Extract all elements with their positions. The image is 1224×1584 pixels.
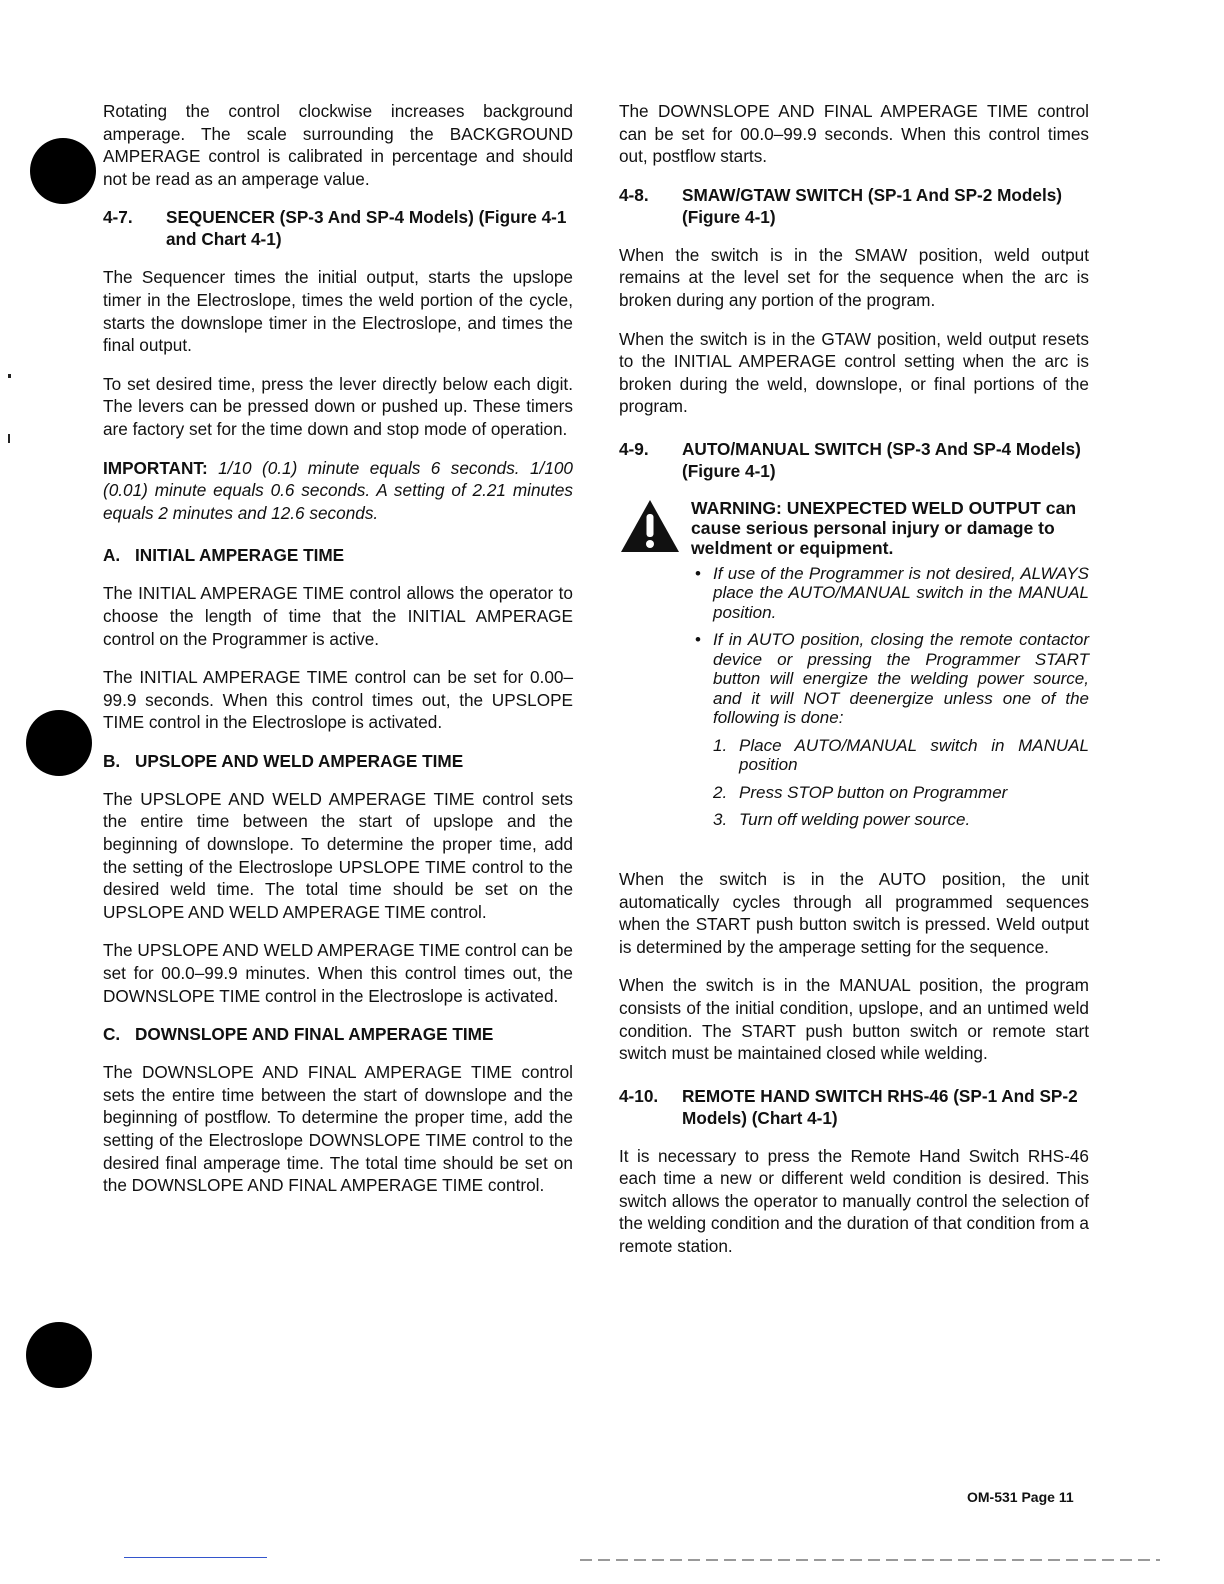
important-note	[103, 457, 573, 525]
initial-amperage-paragraph-1: The INITIAL AMPERAGE TIME control allows the operator to choose the length of time that the INITIAL AMPERAGE control on the Programmer is active.	[103, 583, 573, 649]
left-column	[103, 100, 573, 1213]
warning-block	[619, 498, 1089, 838]
section-heading-4-7	[103, 206, 573, 250]
section-title: SEQUENCER (SP-3 And SP-4 Models) (Figure 4-1 and Chart 4-1)	[166, 207, 567, 250]
section-number: 4-9.	[619, 438, 649, 459]
upslope-weld-paragraph-2: The UPSLOPE AND WELD AMPERAGE TIME control can be set for 00.0–99.9 minutes. When this control times out, the DOWNSLOPE TIME control in the Electroslope is activated.	[103, 940, 573, 1006]
section-heading-4-9	[619, 438, 1089, 482]
section-heading-4-10	[619, 1085, 1089, 1129]
bullet-icon: •	[695, 563, 701, 583]
section-title: AUTO/MANUAL SWITCH (SP-3 And SP-4 Models) (Figure 4-1)	[682, 438, 1081, 481]
warning-steps	[713, 736, 1089, 830]
section-heading-4-8	[619, 184, 1089, 228]
warning-list	[691, 564, 1089, 830]
warning-step: 3. Turn off welding power source.	[713, 810, 971, 830]
section-number: 4-10.	[619, 1085, 659, 1106]
punch-hole-top	[30, 138, 96, 204]
upslope-weld-paragraph-1: The UPSLOPE AND WELD AMPERAGE TIME control sets the entire time between the start of upslope and the beginning of downslope. To determine the proper time, add the setting of the Electroslope UPSLOPE TIME control to the desired weld time. The total time should be set on the UPSLOPE AND WELD AMPERAGE TIME control.	[103, 788, 573, 922]
section-number: 4-7.	[103, 207, 133, 228]
smaw-gtaw-paragraph-2: When the switch is in the GTAW position, weld output resets to the INITIAL AMPERAGE control setting when the arc is broken during the weld, downslope, or final portions of the program.	[619, 328, 1089, 417]
downslope-final-paragraph-1: The DOWNSLOPE AND FINAL AMPERAGE TIME control sets the entire time between the start of downslope and the beginning of postflow. To determine the proper time, add the setting of the Electroslope DOWNSLOPE TIME control to the desired final amperage time. The total time should be set on the DOWNSLOPE AND FINAL AMPERAGE TIME control.	[103, 1062, 573, 1196]
warning-title: WARNING: UNEXPECTED WELD OUTPUT can cause serious personal injury or damage to weldment or equipment.	[691, 497, 1077, 558]
scan-noise	[580, 1559, 1160, 1561]
punch-hole-bottom	[26, 1322, 92, 1388]
warning-triangle-icon	[619, 498, 691, 838]
warning-bullet: • If use of the Programmer is not desired, ALWAYS place the AUTO/MANUAL switch in the MANUAL position.	[695, 563, 1089, 622]
sequencer-paragraph-2: To set desired time, press the lever directly below each digit. The levers can be pressed down or pushed up. These timers are factory set for the time down and stop mode of operation.	[103, 373, 573, 439]
section-number: 4-8.	[619, 184, 649, 205]
scan-speck	[8, 374, 11, 378]
subsection-letter: A.	[103, 545, 121, 566]
warning-step: 2. Press STOP button on Programmer	[713, 782, 1008, 802]
page-footer: OM-531 Page 11	[967, 1489, 1074, 1505]
warning-step: 1. Place AUTO/MANUAL switch in MANUAL position	[713, 735, 1089, 775]
subsection-title: UPSLOPE AND WELD AMPERAGE TIME	[135, 750, 464, 771]
footer-rule	[124, 1557, 267, 1558]
subsection-title: DOWNSLOPE AND FINAL AMPERAGE TIME	[135, 1024, 494, 1045]
important-label: IMPORTANT:	[103, 457, 208, 478]
auto-manual-paragraph-1: When the switch is in the AUTO position, the unit automatically cycles through all programmed sequences when the START push button switch is pressed. Weld output is determined by the amperage setting for the sequence.	[619, 868, 1089, 957]
intro-paragraph: Rotating the control clockwise increases background amperage. The scale surrounding the BACKGROUND AMPERAGE control is calibrated in percentage and should not be read as an amperage value.	[103, 101, 573, 189]
initial-amperage-paragraph-2: The INITIAL AMPERAGE TIME control can be set for 0.00–99.9 seconds. When this control times out, the UPSLOPE TIME control in the Electroslope is activated.	[103, 667, 573, 733]
subsection-letter: B.	[103, 750, 121, 771]
subsection-title: INITIAL AMPERAGE TIME	[135, 545, 345, 566]
subsection-letter: C.	[103, 1024, 121, 1045]
sequencer-paragraph-1: The Sequencer times the initial output, starts the upslope timer in the Electroslope, times the weld portion of the cycle, starts the downslope timer in the Electroslope, and times the final output.	[103, 267, 573, 356]
right-column	[619, 100, 1089, 1274]
subsection-heading-c	[103, 1023, 573, 1045]
auto-manual-paragraph-2: When the switch is in the MANUAL position, the program consists of the initial condition, upslope, and an untimed weld condition. The START push button switch or remote start switch must be maintained closed while welding.	[619, 975, 1089, 1064]
downslope-final-paragraph-2: The DOWNSLOPE AND FINAL AMPERAGE TIME control can be set for 00.0–99.9 seconds. When this control times out, postflow starts.	[619, 101, 1089, 167]
section-title: SMAW/GTAW SWITCH (SP-1 And SP-2 Models) (Figure 4-1)	[682, 184, 1063, 227]
section-title: REMOTE HAND SWITCH RHS-46 (SP-1 And SP-2 Models) (Chart 4-1)	[682, 1085, 1078, 1128]
scan-speck	[8, 434, 10, 443]
warning-bullet: • If in AUTO position, closing the remote contactor device or pressing the Programmer START button will energize the welding power source, and it will NOT deenergize unless one of the following is done: 1. Place AUTO/MANUAL switch in MANUAL position 2. Press STOP button on Programmer 3. Turn off welding power source.	[695, 630, 1089, 830]
bullet-icon: •	[695, 630, 701, 650]
important-text: 1/10 (0.1) minute equals 6 seconds. 1/100 (0.01) minute equals 0.6 seconds. A setting of 2.21 minutes equals 2 minutes and 12.6 seconds.	[103, 457, 573, 523]
subsection-heading-b	[103, 750, 573, 772]
subsection-heading-a	[103, 544, 573, 566]
punch-hole-middle	[26, 710, 92, 776]
warning-body	[691, 498, 1089, 838]
remote-hand-switch-paragraph: It is necessary to press the Remote Hand Switch RHS-46 each time a new or different weld condition is desired. This switch allows the operator to manually control the selection of the welding condition and the duration of that condition from a remote station.	[619, 1145, 1089, 1257]
smaw-gtaw-paragraph-1: When the switch is in the SMAW position, weld output remains at the level set for the sequence when the arc is broken during any portion of the program.	[619, 244, 1089, 310]
